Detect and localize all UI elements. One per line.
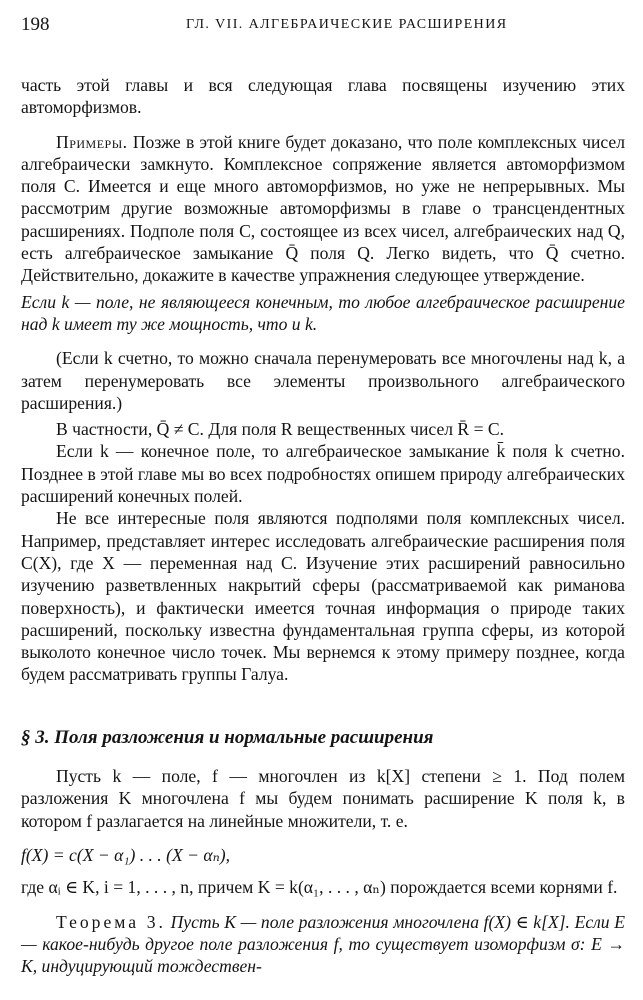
examples-label: Примеры. (56, 131, 128, 152)
paragraph: Пусть k — поле, f — многочлен из k[X] степени ≥ 1. Под полем разложения K многочлена f мы будем понимать расширение K поля k, в котором f разлагается на линейные множители, т. е. (21, 766, 625, 831)
statement-paragraph: Если k — поле, не являющееся конечным, то любое алгебраическое расширение над k имеет ту же мощность, что и k. (21, 291, 625, 334)
running-head: ГЛ. VII. АЛГЕБРАИЧЕСКИЕ РАСШИРЕНИЯ (186, 17, 508, 32)
paragraph: В частности, Q̄ ≠ C. Для поля R вещественных чисел R̄ = C. (56, 419, 505, 440)
paragraph: Не все интересные поля являются подполями поля комплексных чисел. Например, представляет интерес исследовать алгебраические расширения поля C(X), где X — переменная над C. Изучение этих расширений равносильно изучению разветвленных накрытий сферы (рассматриваемой как риманова поверхность), и фактически имеется точная информация о природе таких расширений, поскольку известна фундаментальная группа сферы, из которой выколото конечное число точек. Мы вернемся к этому примеру позднее, когда будем рассматривать группы Галуа. (21, 508, 625, 685)
theorem-paragraph (21, 911, 625, 978)
examples-text: Позже в этой книге будет доказано, что поле комплексных чисел алгебраически замкнуто. Комплексное сопряжение является автоморфизмом поля C. Имеется и еще много автоморфизмов, но уже не непрерывных. Мы рассмотрим другие возможные автоморфизмы в главе о трансцендентных расширениях. Подполе поля C, состоящее из всех чисел, алгебраических над Q, есть алгебраическое замыкание Q̄ поля Q. Легко видеть, что Q̄ счетно. Действительно, докажите в качестве упражнения следующее утверждение. (21, 131, 625, 286)
theorem-text: Пусть K — поле разложения многочлена f(X) ∈ k[X]. Если E — какое-нибудь другое поле разложения f, то существует изоморфизм σ: E → K, индуцирующий тождествен- (21, 911, 625, 977)
theorem-label: Теорема 3. (56, 911, 166, 932)
paragraph: Если k — конечное поле, то алгебраическое замыкание k̄ поля k счетно. Позднее в этой главе мы во всех подробностях опишем природу алгебраических расширений конечных полей. (21, 441, 625, 507)
page-header (21, 14, 625, 38)
paragraph: часть этой главы и вся следующая глава посвящены изучению этих автоморфизмов. (21, 75, 625, 118)
page-body (21, 74, 625, 977)
display-formula: f(X) = c(X − α₁) . . . (X − αₙ), (21, 844, 231, 865)
paragraph: где αᵢ ∈ K, i = 1, . . . , n, причем K = k(α₁, . . . , αₙ) порождается всеми корнями f. (21, 877, 618, 898)
section-title: § 3. Поля разложения и нормальные расширения (21, 726, 434, 748)
page-number: 198 (21, 14, 50, 35)
examples-paragraph (21, 131, 625, 287)
paragraph: (Если k счетно, то можно сначала перенумеровать все многочлены над k, а затем перенумеровать все элементы произвольного алгебраического расширения.) (21, 348, 625, 413)
